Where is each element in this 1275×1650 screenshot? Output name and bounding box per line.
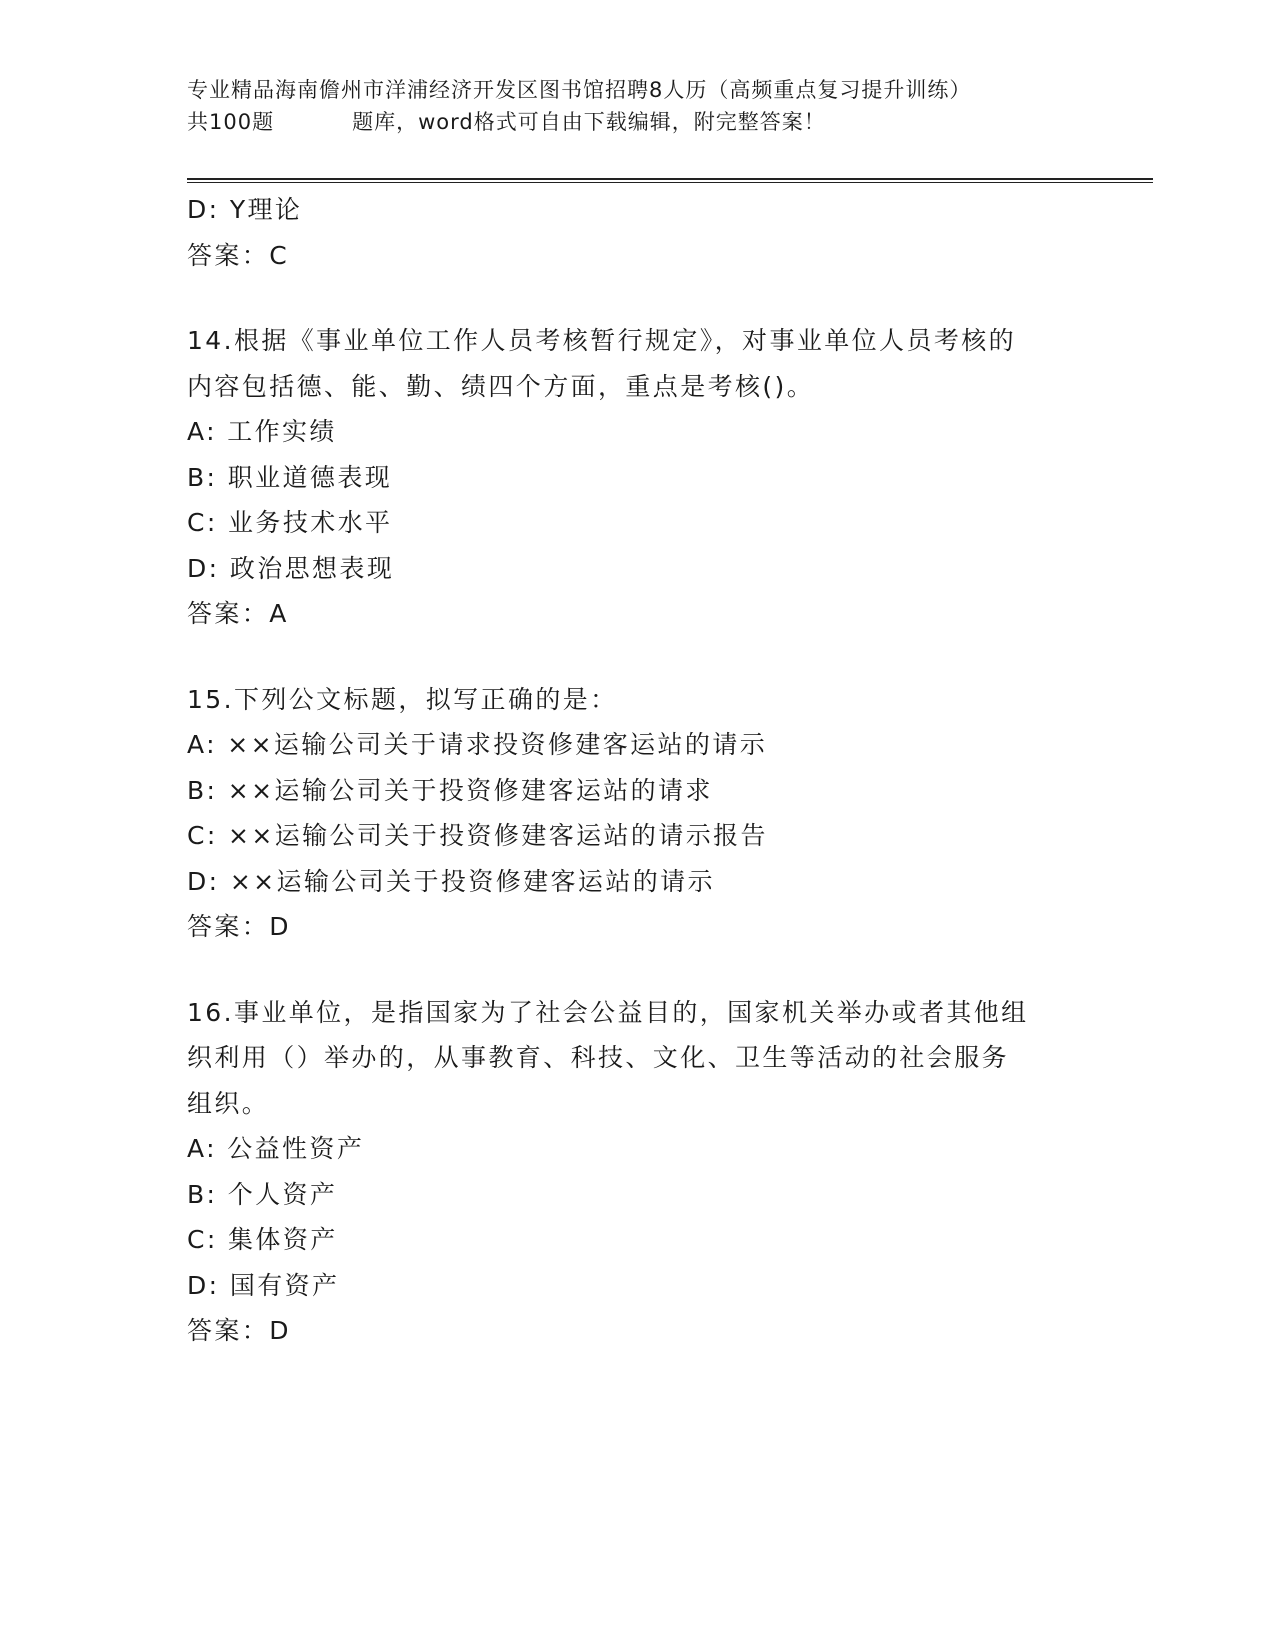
option-d: D: 国有资产 (187, 1270, 340, 1300)
document-body (187, 187, 1087, 1354)
format-note: 题库，word格式可自由下载编辑，附完整答案！ (352, 110, 826, 134)
question-15 (187, 677, 1087, 950)
page-header (187, 74, 1087, 138)
option-b: B: ××运输公司关于投资修建客运站的请求 (187, 775, 713, 805)
stem-line: 组织。 (187, 1088, 270, 1118)
option-c: C: ××运输公司关于投资修建客运站的请示报告 (187, 821, 768, 850)
stem-line: 织利用（）举办的，从事教育、科技、文化、卫生等活动的社会服务 (187, 1043, 1010, 1072)
answer-line: 答案：D (187, 1316, 291, 1345)
question-16 (187, 990, 1087, 1354)
option-b: B: 个人资产 (187, 1179, 338, 1209)
question-count: 共100题 (187, 110, 275, 134)
answer-line: 答案：A (187, 599, 289, 628)
carryover-question (187, 187, 1087, 278)
option-a: A: 公益性资产 (187, 1134, 365, 1163)
answer-line: 答案：D (187, 912, 291, 941)
option-a: A: 工作实绩 (187, 417, 337, 446)
question-stem (187, 990, 1087, 1127)
question-14 (187, 318, 1087, 637)
option-b: B: 职业道德表现 (187, 462, 393, 492)
header-divider (187, 178, 1153, 183)
option-c: C: 业务技术水平 (187, 508, 393, 537)
answer-line: 答案：C (187, 240, 290, 270)
stem-line: 15.下列公文标题，拟写正确的是： (187, 684, 618, 714)
header-title-line: 专业精品海南儋州市洋浦经济开发区图书馆招聘8人历（高频重点复习提升训练） (187, 78, 972, 102)
stem-line: 16.事业单位，是指国家为了社会公益目的，国家机关举办或者其他组 (187, 997, 1029, 1027)
option-a: A: ××运输公司关于请求投资修建客运站的请示 (187, 730, 768, 759)
header-subtitle-line (187, 106, 1087, 138)
option-d: D: ××运输公司关于投资修建客运站的请示 (187, 866, 715, 896)
option-c: C: 集体资产 (187, 1225, 338, 1254)
stem-line: 内容包括德、能、勤、绩四个方面，重点是考核()。 (187, 371, 815, 401)
option-d: D: Y理论 (187, 195, 303, 224)
question-stem (187, 677, 1087, 723)
question-stem (187, 318, 1087, 409)
stem-line: 14.根据《事业单位工作人员考核暂行规定》，对事业单位人员考核的 (187, 326, 1017, 355)
option-d: D: 政治思想表现 (187, 553, 395, 583)
